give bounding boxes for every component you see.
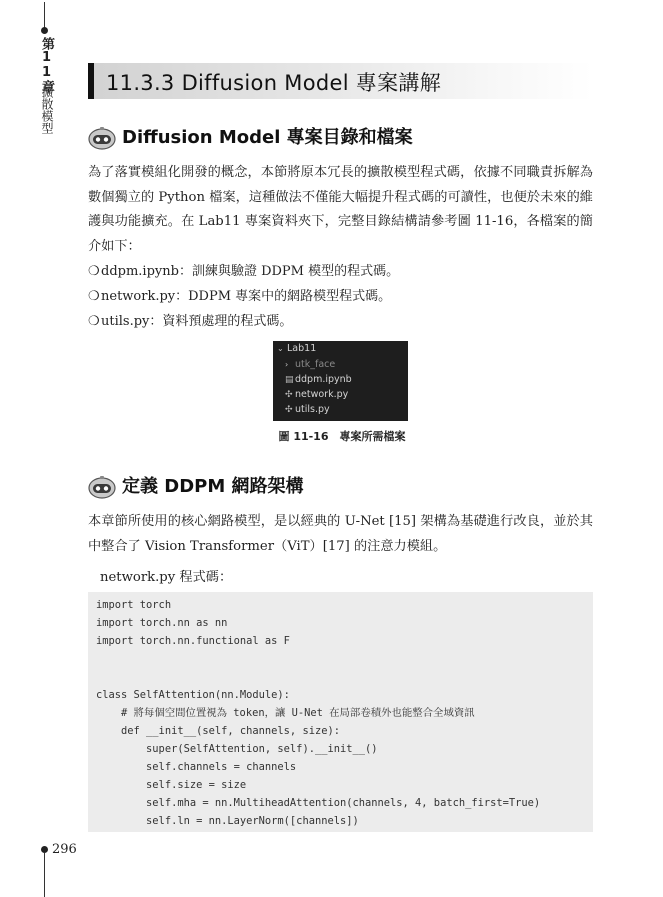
list-item-text: network.py：DDPM 專案中的網路模型程式碼。 (101, 289, 392, 304)
notebook-file-icon: ▤ (285, 375, 294, 385)
ddpm-paragraph: 本章節所使用的核心網路模型，是以經典的 U-Net [15] 架構為基礎進行改良，並於其中整合了 Vision Transformer（ViT）[17] 的注意力模組。 (88, 514, 593, 554)
list-item (88, 312, 292, 332)
chapter-title: 擴散模型 (40, 86, 54, 134)
robot-icon (88, 475, 116, 499)
margin-rule-top (44, 2, 45, 28)
code-line: self.ln = nn.LayerNorm([channels]) (96, 815, 359, 827)
list-item (88, 287, 391, 307)
file-name: ddpm.ipynb (295, 374, 352, 385)
list-item (88, 262, 399, 282)
file-row (285, 373, 352, 387)
bullet-circle-icon: ❍ (88, 314, 100, 329)
code-line: self.channels = channels (96, 761, 297, 773)
code-line: super(SelfAttention, self).__init__() (96, 743, 378, 755)
list-item-text: ddpm.ipynb：訓練與驗證 DDPM 模型的程式碼。 (101, 264, 400, 279)
section-header (88, 63, 593, 99)
margin-rule-bottom (44, 853, 45, 897)
python-file-icon: ✣ (285, 390, 293, 400)
code-line: class SelfAttention(nn.Module): (96, 689, 290, 701)
robot-icon (88, 126, 116, 150)
file-name: network.py (295, 389, 349, 400)
subsection-title: 定義 DDPM 網路架構 (122, 476, 304, 497)
section-title: 11.3.3 Diffusion Model 專案講解 (106, 71, 442, 95)
margin-dot-top (41, 27, 48, 34)
folder-row (277, 342, 316, 356)
folder-row (285, 358, 335, 372)
figure-caption: 圖 11-16 專案所需檔案 (278, 430, 406, 443)
code-line: self.size = size (96, 779, 247, 791)
chapter-label: 第11章 (39, 37, 54, 93)
folder-name: utk_face (295, 359, 336, 370)
section-header-bar (88, 63, 94, 99)
folder-name: Lab11 (287, 343, 317, 354)
code-line: import torch.nn as nn (96, 617, 228, 629)
code-line: self.mha = nn.MultiheadAttention(channels, 4, batch_first=True) (96, 797, 541, 809)
bullet-circle-icon: ❍ (88, 264, 100, 279)
project-folder-screenshot (273, 341, 408, 421)
margin-dot-bottom (41, 846, 48, 853)
code-block (88, 592, 593, 832)
intro-paragraph: 為了落實模組化開發的概念，本節將原本冗長的擴散模型程式碼，依據不同職責拆解為數個獨立的 Python 檔案，這種做法不僅能大幅提升程式碼的可讀性，也便於未來的維護與功能擴充。在 Lab11 專案資料夾下，完整目錄結構請參考圖 11-16，各檔案的簡介如下： (88, 165, 593, 254)
python-file-icon: ✣ (285, 405, 293, 415)
bullet-circle-icon: ❍ (88, 289, 100, 304)
code-line: def __init__(self, channels, size): (96, 725, 340, 737)
code-comment-line: # 將每個空間位置視為 token，讓 U-Net 在局部卷積外也能整合全域資訊 (96, 707, 475, 719)
file-name: utils.py (295, 404, 330, 415)
subsection-title: Diffusion Model 專案目錄和檔案 (122, 127, 413, 148)
page-number: 296 (52, 842, 77, 857)
code-label: network.py 程式碼： (100, 570, 233, 585)
list-item-text: utils.py：資料預處理的程式碼。 (101, 314, 293, 329)
code-line: import torch (96, 599, 172, 611)
file-row (285, 403, 330, 417)
code-line: import torch.nn.functional as F (96, 635, 290, 647)
chevron-right-icon: › (285, 360, 289, 369)
file-row (285, 388, 348, 402)
chevron-down-icon: ⌄ (277, 344, 284, 353)
